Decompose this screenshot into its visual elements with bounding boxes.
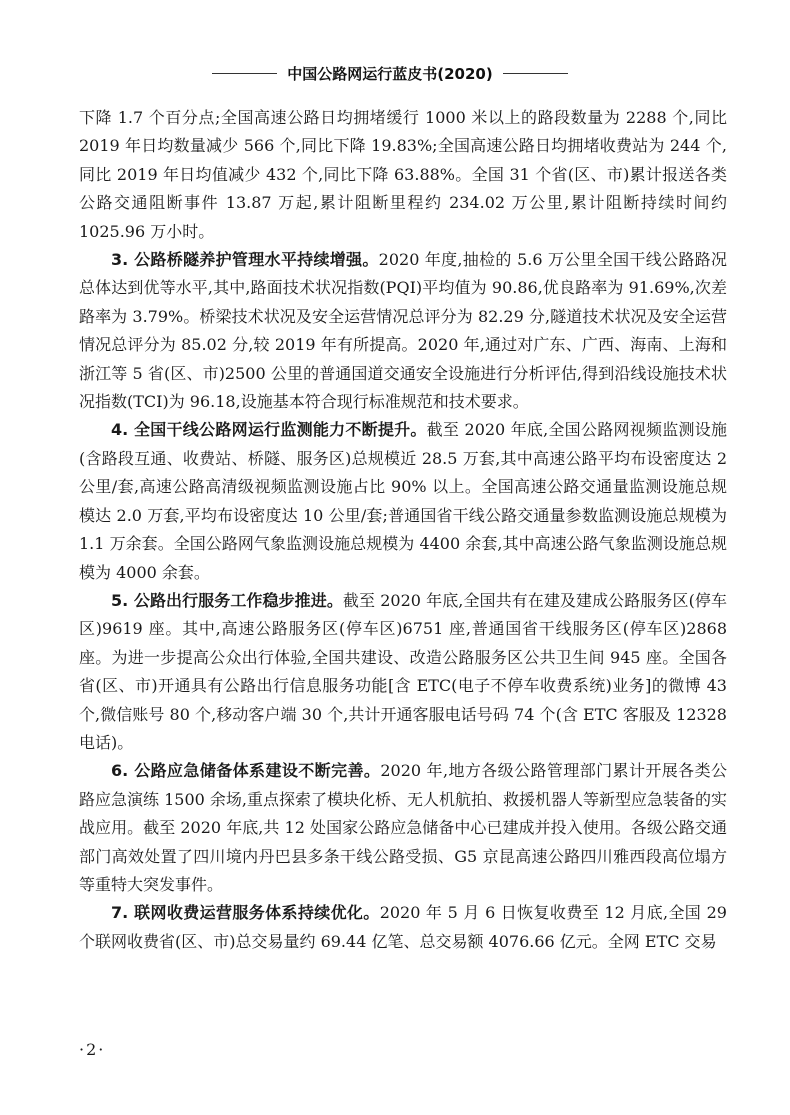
running-header [212, 60, 568, 86]
paragraph-heading: 6. 公路应急储备体系建设不断完善。 [111, 761, 381, 781]
page-number: ·2· [79, 1040, 106, 1059]
paragraph-continuation [79, 104, 727, 246]
paragraph-text: 截至 2020 年底,全国公路网视频监测设施(含路段互通、收费站、桥隧、服务区)总规模近 28.5 万套,其中高速公路平均布设密度达 2 公里/套,高速公路高清级视频监测设施占比 90% 以上。全国高速公路交通量监测设施总规模达 2.0 万套,平均布设密度达 10 公里/套;普通国省干线公路交通量参数监测设施总规模为 1.1 万余套。全国公路网气象监测设施总规模为 4400 余套,其中高速公路气象监测设施总规模为 4000 余套。 [79, 420, 727, 582]
paragraph-text: 截至 2020 年底,全国共有在建及建成公路服务区(停车区)9619 座。其中,高速公路服务区(停车区)6751 座,普通国省干线服务区(停车区)2868 座。为进一步提高公众出行体验,全国共建设、改造公路服务区公共卫生间 945 座。全国各省(区、市)开通具有公路出行信息服务功能[含 ETC(电子不停车收费系统)业务]的微博 43 个,微信账号 80 个,移动客户端 30 个,共计开通客服电话号码 74 个(含 ETC 客服及 12328 电话)。 [79, 590, 727, 752]
paragraph-toll-services [79, 899, 727, 956]
paragraph-heading: 7. 联网收费运营服务体系持续优化。 [111, 903, 380, 923]
paragraph-text: 2020 年度,抽检的 5.6 万公里全国干线公路路况总体达到优等水平,其中,路面技术状况指数(PQI)平均值为 90.86,优良路率为 91.69%,次差路率为 3.79%。桥梁技术状况及安全运营情况总评分为 82.29 分,隧道技术状况及安全运营情况总评分为 85.02 分,较 2019 年有所提高。2020 年,通过对广东、广西、海南、上海和浙江等 5 省(区、市)2500 公里的普通国道交通安全设施进行分析评估,得到沿线设施技术状况指数(TCI)为 96.18,设施基本符合现行标准规范和技术要求。 [79, 250, 727, 412]
paragraph-travel-services [79, 587, 727, 757]
paragraph-emergency-reserve [79, 757, 727, 899]
header-title: 中国公路网运行蓝皮书(2020) [287, 64, 493, 83]
paragraph-text: 2020 年 5 月 6 日恢复收费至 12 月底,全国 29 个联网收费省(区、市)总交易量约 69.44 亿笔、总交易额 4076.66 亿元。全网 ETC 交易 [79, 903, 727, 951]
paragraph-bridge-tunnel-maintenance [79, 246, 727, 416]
paragraph-heading: 5. 公路出行服务工作稳步推进。 [111, 590, 343, 610]
body-text [79, 104, 727, 956]
paragraph-text: 下降 1.7 个百分点;全国高速公路日均拥堵缓行 1000 米以上的路段数量为 2288 个,同比 2019 年日均数量减少 566 个,同比下降 19.83%;全国高速公路日均拥堵收费站为 244 个,同比 2019 年日均值减少 432 个,同比下降 63.88%。全国 31 个省(区、市)累计报送各类公路交通阻断事件 13.87 万起,累计阻断里程约 234.02 万公里,累计阻断持续时间约 1025.96 万小时。 [79, 108, 727, 241]
paragraph-monitoring-capacity [79, 416, 727, 586]
header-rule-left [212, 73, 277, 74]
paragraph-text: 2020 年,地方各级公路管理部门累计开展各类公路应急演练 1500 余场,重点探索了模块化桥、无人机航拍、救援机器人等新型应急装备的实战应用。截至 2020 年底,共 12 处国家公路应急储备中心已建成并投入使用。各级公路交通部门高效处置了四川境内丹巴县多条干线公路受损、G5 京昆高速公路四川雅西段高位塌方等重特大突发事件。 [79, 761, 727, 894]
paragraph-heading: 4. 全国干线公路网运行监测能力不断提升。 [111, 420, 427, 440]
paragraph-heading: 3. 公路桥隧养护管理水平持续增强。 [111, 250, 379, 270]
header-rule-right [503, 73, 568, 74]
